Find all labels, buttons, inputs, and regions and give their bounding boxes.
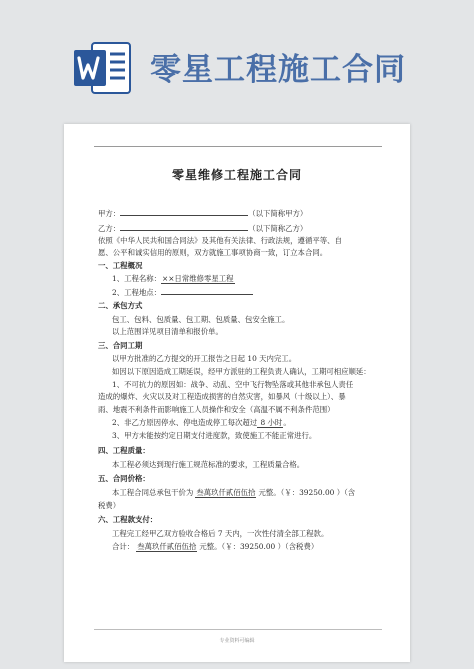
delay-item-2-hours: 8 小时 [258, 418, 283, 427]
party-a-label: 甲方： [98, 209, 121, 218]
total-line [112, 542, 318, 551]
delay-item-2-end: 。 [283, 418, 291, 427]
duration-line: 以甲方批准的乙方提交的开工报告之日起 10 天内完工。 [112, 354, 297, 363]
section-4-heading: 四、工程质量： [98, 446, 150, 455]
total-amount-words: 叁萬玖仟貳佰伍拾 [137, 542, 197, 551]
banner-title: 零星工程施工合同 [150, 52, 406, 88]
price-tax-line: 税费） [98, 501, 121, 510]
delay-item-1-line: 1、不可抗力的原因如：战争、动乱、空中飞行物坠落或其他非承包人责任 [112, 380, 354, 389]
payment-line: 工程完工经甲乙双方验收合格后 7 天内，一次性付清全部工程款。 [112, 529, 329, 538]
delay-item-3-line: 3、甲方未能按约定日期支付进度款，致使施工不能正常进行。 [112, 431, 317, 440]
party-b-blank [120, 223, 248, 231]
project-name-label: 1、工程名称： [112, 274, 162, 283]
footer-note: 专业资料可编辑 [219, 638, 255, 644]
party-b-line [98, 223, 307, 233]
price-amount-words: 叁萬玖仟貳佰伍拾 [196, 488, 256, 497]
document-page [64, 124, 410, 662]
price-amount-figures: 元整。（￥：39250.00 ）（含 [258, 488, 356, 497]
party-b-suffix: （以下简称乙方） [248, 224, 308, 233]
party-b-label: 乙方： [98, 224, 121, 233]
total-amount-figures: 元整。（￥：39250.00 ）（含税费） [199, 542, 319, 551]
scope-note-line: 以上范围详见项目清单和报价单。 [112, 327, 223, 336]
delay-item-2-line [112, 418, 291, 427]
section-3-heading: 三、合同工期 [98, 341, 143, 350]
party-a-line [98, 208, 307, 218]
intro-line-1: 依照《中华人民共和国合同法》及其他有关法律、行政法规，遵循平等、自 [98, 236, 342, 245]
party-a-blank [120, 208, 248, 216]
project-site-blank [161, 287, 253, 295]
footer-rule [94, 629, 382, 630]
delay-item-1-cont-2: 雨、地震不利条件而影响施工人员操作和安全（高温不属不利条件范围） [98, 405, 335, 414]
section-1-heading: 一、工程概况 [98, 261, 143, 270]
section-5-heading: 五、合同价格： [98, 474, 150, 483]
document-title: 零星维修工程施工合同 [171, 168, 302, 182]
delay-intro-line: 如因以下原因造成工期延误，经甲方派驻的工程负责人确认，工期可相应顺延： [112, 367, 371, 376]
project-name-value: ××日常维修零星工程 [162, 274, 234, 283]
project-site-label: 2、工程地点： [112, 288, 162, 297]
price-label: 本工程合同总承包干价为 [112, 488, 194, 497]
party-a-suffix: （以下简称甲方） [248, 209, 308, 218]
price-line [112, 488, 355, 497]
quality-line: 本工程必须达到现行施工规范标准的要求，工程质量合格。 [112, 460, 305, 469]
word-icon [72, 37, 134, 99]
intro-line-2: 愿、公平和诚实信用的原则，双方就施工事项协商一致，订立本合同。 [98, 248, 328, 257]
project-name-line [112, 274, 235, 283]
header-rule [94, 146, 382, 147]
section-2-heading: 二、承包方式 [98, 301, 143, 310]
delay-item-2-text: 2、非乙方原因停水、停电造成停工每次超过 [112, 418, 258, 427]
project-site-line [112, 287, 253, 297]
banner [0, 0, 474, 110]
section-6-heading: 六、工程款支付： [98, 515, 158, 524]
contract-mode-line: 包工、包料、包质量、包工期、包质量、包安全施工。 [112, 315, 290, 324]
total-label: 合计： [112, 542, 135, 551]
delay-item-1-cont-1: 造成的爆炸、火灾以及对工程造成损害的自然灾害，如暴风（十级以上）、暴 [98, 392, 346, 401]
